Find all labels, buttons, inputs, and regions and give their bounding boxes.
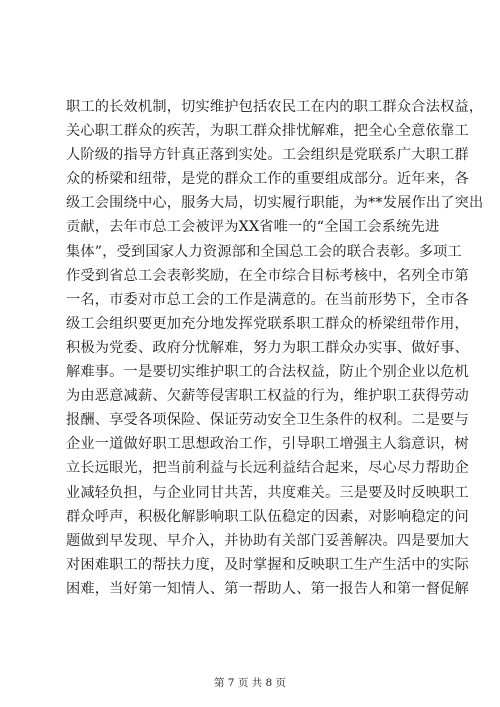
text-line: 作受到省总工会表彰奖励，在全市综合目标考核中，名列全市第 [66, 267, 469, 284]
text-line: 关心职工群众的疾苦，为职工群众排忧解难，把全心全意依靠工 [66, 123, 469, 140]
text-line: 众的桥梁和纽带，是党的群众工作的重要组成部分。近年来，各 [66, 171, 469, 188]
text-line: 立长远眼光，把当前利益与长远利益结合起来，尽心尽力帮助企 [66, 460, 469, 477]
text-line: 积极为党委、政府分忧解难，努力为职工群众办实事、做好事、 [66, 339, 469, 356]
text-line: 群众呼声，积极化解影响职工队伍稳定的因素，对影响稳定的问 [66, 508, 469, 525]
text-line: 业减轻负担，与企业同甘共苦，共度难关。三是要及时反映职工 [66, 484, 469, 501]
text-line: 题做到早发现、早介入，并协助有关部门妥善解决。四是要加大 [66, 532, 469, 549]
text-line: 贡献，去年市总工会被评为XX省唯一的“全国工会系统先进 [66, 219, 440, 236]
text-line: 为由恶意减薪、欠薪等侵害职工权益的行为，维护职工获得劳动 [66, 388, 469, 405]
text-line: 对困难职工的帮扶力度，及时掌握和反映职工生产生活中的实际 [66, 556, 469, 573]
text-line: 一名，市委对市总工会的工作是满意的。在当前形势下，全市各 [66, 291, 469, 308]
text-line: 解难事。一是要切实维护职工的合法权益，防止个别企业以危机 [66, 364, 469, 381]
text-line: 人阶级的指导方针真正落到实处。工会组织是党联系广大职工群 [66, 147, 469, 164]
text-line: 级工会组织要更加充分地发挥党联系职工群众的桥梁纽带作用， [66, 315, 469, 332]
text-line: 报酬、享受各项保险、保证劳动安全卫生条件的权利。二是要与 [66, 412, 469, 429]
text-line: 级工会围绕中心，服务大局，切实履行职能，为**发展作出了突出 [66, 195, 484, 212]
text-line: 困难，当好第一知情人、第一帮助人、第一报告人和第一督促解 [66, 580, 469, 597]
text-line: 集体”，受到国家人力资源部和全国总工会的联合表彰。多项工 [66, 243, 462, 260]
text-line: 企业一道做好职工思想政治工作，引导职工增强主人翁意识，树 [66, 436, 469, 453]
page-number-footer: 第 7 页 共 8 页 [213, 677, 287, 689]
text-line: 职工的长效机制，切实维护包括农民工在内的职工群众合法权益， [66, 99, 484, 115]
body-paragraph [66, 95, 484, 601]
